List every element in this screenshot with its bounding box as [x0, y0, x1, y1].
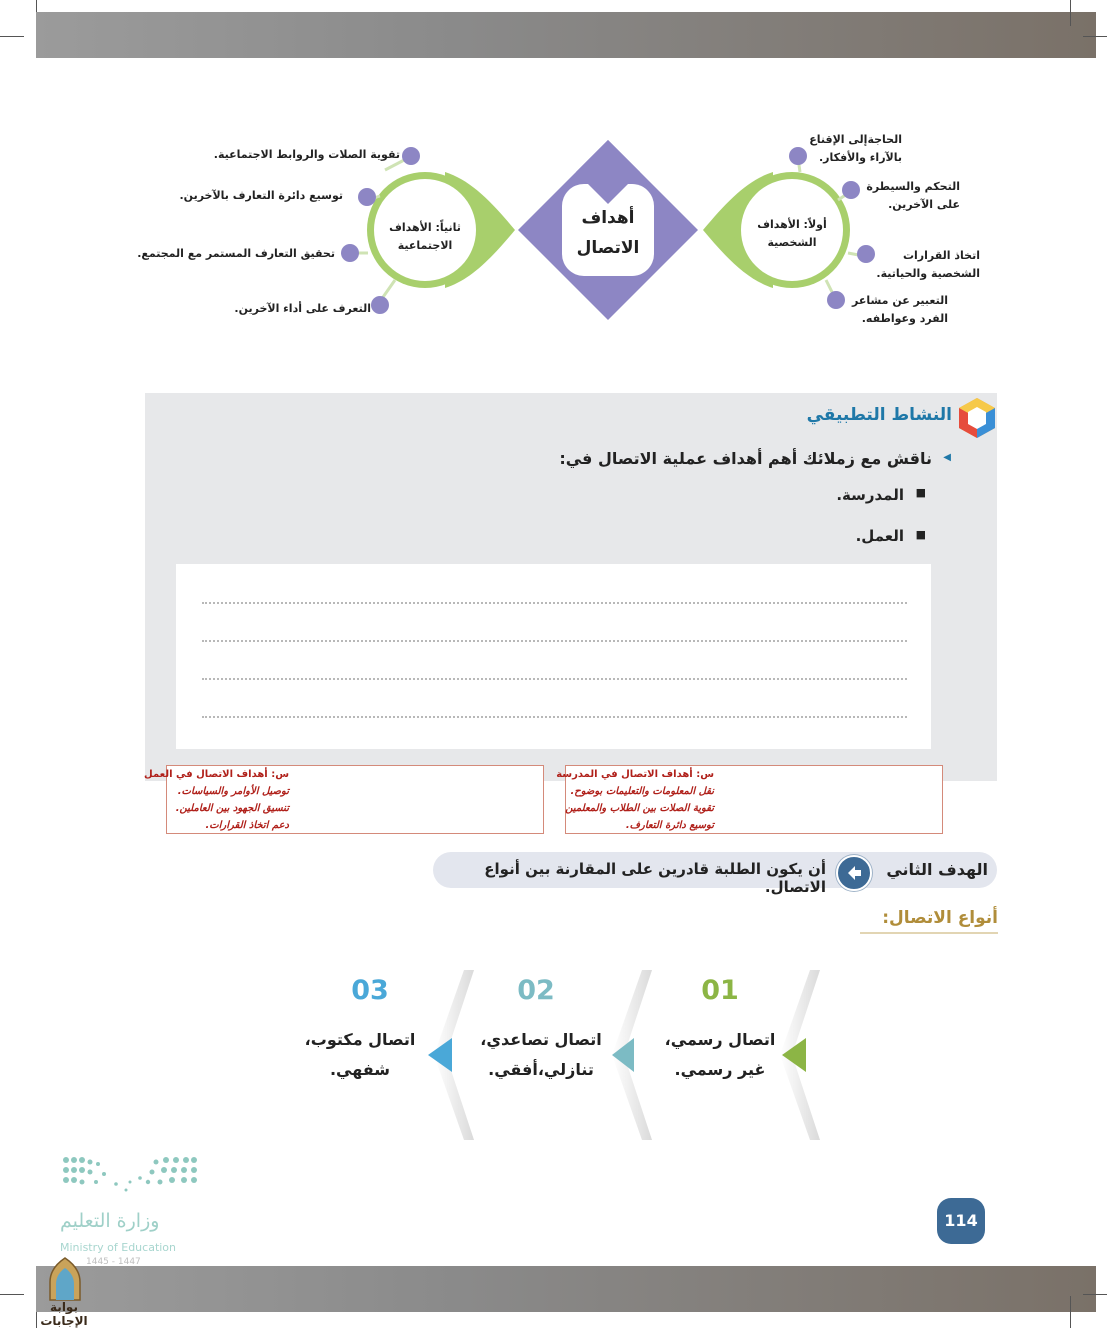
type-number-01: 01	[701, 975, 739, 1006]
writing-line	[202, 716, 907, 718]
personal-item	[876, 247, 980, 283]
activity-bullet-school: المدرسة.	[836, 486, 904, 504]
answer-title: س: أهداف الاتصال في العمل	[144, 769, 289, 780]
answer-writing-area[interactable]	[176, 564, 931, 749]
types-title: أنواع الاتصال:	[860, 908, 998, 934]
center-title-line2: الاتصال	[576, 238, 640, 258]
ministry-name-en: Ministry of Education	[60, 1241, 177, 1254]
watermark-mosque-icon	[44, 1256, 86, 1302]
crop-mark	[0, 1294, 24, 1295]
watermark-text: بوابة الإجابات	[40, 1300, 88, 1328]
personal-item	[809, 131, 902, 167]
crop-mark	[1070, 0, 1071, 26]
personal-item-line: التعبير عن مشاعر	[852, 294, 948, 307]
cube-icon	[956, 396, 998, 440]
activity-title: النشاط التطبيقي	[806, 405, 952, 425]
center-title	[560, 203, 656, 263]
personal-item	[868, 178, 960, 214]
type-number-03: 03	[351, 975, 389, 1006]
answer-item: توسيع دائرة التعارف.	[625, 820, 714, 831]
answer-item: تنسيق الجهود بين العاملين.	[175, 803, 289, 814]
type-line: اتصال مكتوب،	[304, 1030, 416, 1049]
type-item-02	[466, 1025, 616, 1085]
social-item: توسيع دائرة التعارف بالآخرين.	[179, 189, 343, 202]
answer-box-school	[556, 765, 943, 834]
personal-item-line: بالآراء والأفكار.	[818, 151, 902, 164]
writing-line	[202, 640, 907, 642]
footer-band	[36, 1266, 1096, 1312]
crop-mark	[36, 0, 37, 12]
square-bullet-icon: ■	[915, 486, 926, 499]
answer-title: س: أهداف الاتصال في المدرسة	[556, 769, 714, 780]
answer-item: نقل المعلومات والتعليمات بوضوح.	[570, 786, 714, 797]
social-title-line1: ثانياً: الأهداف	[389, 221, 461, 234]
personal-item-line: اتخاذ القرارات	[902, 249, 980, 262]
personal-item	[852, 292, 948, 328]
social-item: تحقيق التعارف المستمر مع المجتمع.	[137, 247, 335, 260]
bullet-dot	[857, 245, 875, 263]
square-bullet-icon: ■	[915, 528, 926, 541]
bullet-dot	[402, 147, 420, 165]
writing-line	[202, 602, 907, 604]
page-number: 114	[937, 1198, 985, 1244]
type-item-03	[290, 1025, 430, 1085]
type-line: اتصال رسمي،	[664, 1030, 776, 1049]
type-line: تنازلي،أفقي.	[488, 1060, 594, 1079]
crop-mark	[1083, 1294, 1107, 1295]
type-line: شفهي.	[329, 1060, 391, 1079]
goal-label: الهدف الثاني	[886, 860, 988, 879]
answer-box-work	[144, 765, 544, 834]
goal-text: أن يكون الطلبة قادرين على المقارنة بين أنواع الاتصال.	[484, 860, 826, 896]
bullet-dot	[341, 244, 359, 262]
bullet-dot	[371, 296, 389, 314]
answer-item: توصيل الأوامر والسياسات.	[177, 786, 289, 797]
answer-item: تقوية الصلات بين الطلاب والمعلمين	[565, 803, 714, 814]
social-title-line2: الاجتماعية	[397, 239, 453, 252]
bullet-dot	[358, 188, 376, 206]
answer-item: دعم اتخاذ القرارات.	[205, 820, 289, 831]
activity-question: ناقش مع زملائك أهم أهداف عملية الاتصال في:	[559, 449, 932, 468]
personal-item-line: التحكم والسيطرة	[866, 180, 960, 193]
bullet-dot	[842, 181, 860, 199]
personal-item-line: على الآخرين.	[888, 198, 960, 211]
arrow-left-icon	[836, 855, 872, 891]
personal-item-line: الحاجةإلى الإقناع	[809, 133, 902, 146]
crop-mark	[1070, 1296, 1071, 1328]
type-item-01	[650, 1025, 790, 1085]
bullet-dot	[789, 147, 807, 165]
ministry-logo-dots	[60, 1152, 200, 1198]
header-band	[36, 12, 1096, 58]
activity-bullet-work: العمل.	[855, 527, 904, 545]
social-goals-title	[383, 219, 467, 255]
type-line: غير رسمي.	[674, 1060, 766, 1079]
writing-line	[202, 678, 907, 680]
personal-item-line: الشخصية والحياتية.	[876, 267, 980, 280]
personal-item-line: الفرد وعواطفه.	[861, 312, 948, 325]
personal-title-line1: أولاً: الأهداف	[757, 218, 827, 231]
center-title-line1: أهداف	[581, 208, 635, 228]
crop-mark	[1083, 36, 1107, 37]
triangle-bullet-icon: ◀	[943, 452, 951, 463]
ministry-name-ar: وزارة التعليم	[60, 1210, 160, 1232]
social-item: التعرف على أداء الآخرين.	[234, 302, 371, 315]
personal-title-line2: الشخصية	[767, 236, 817, 249]
type-number-02: 02	[517, 975, 555, 1006]
social-item: تقوية الصلات والروابط الاجتماعية.	[213, 148, 400, 161]
personal-goals-title	[750, 216, 834, 252]
bullet-dot	[827, 291, 845, 309]
type-line: اتصال تصاعدي،	[480, 1030, 602, 1049]
crop-mark	[0, 36, 24, 37]
ministry-year: 1445 - 1447	[86, 1257, 141, 1267]
